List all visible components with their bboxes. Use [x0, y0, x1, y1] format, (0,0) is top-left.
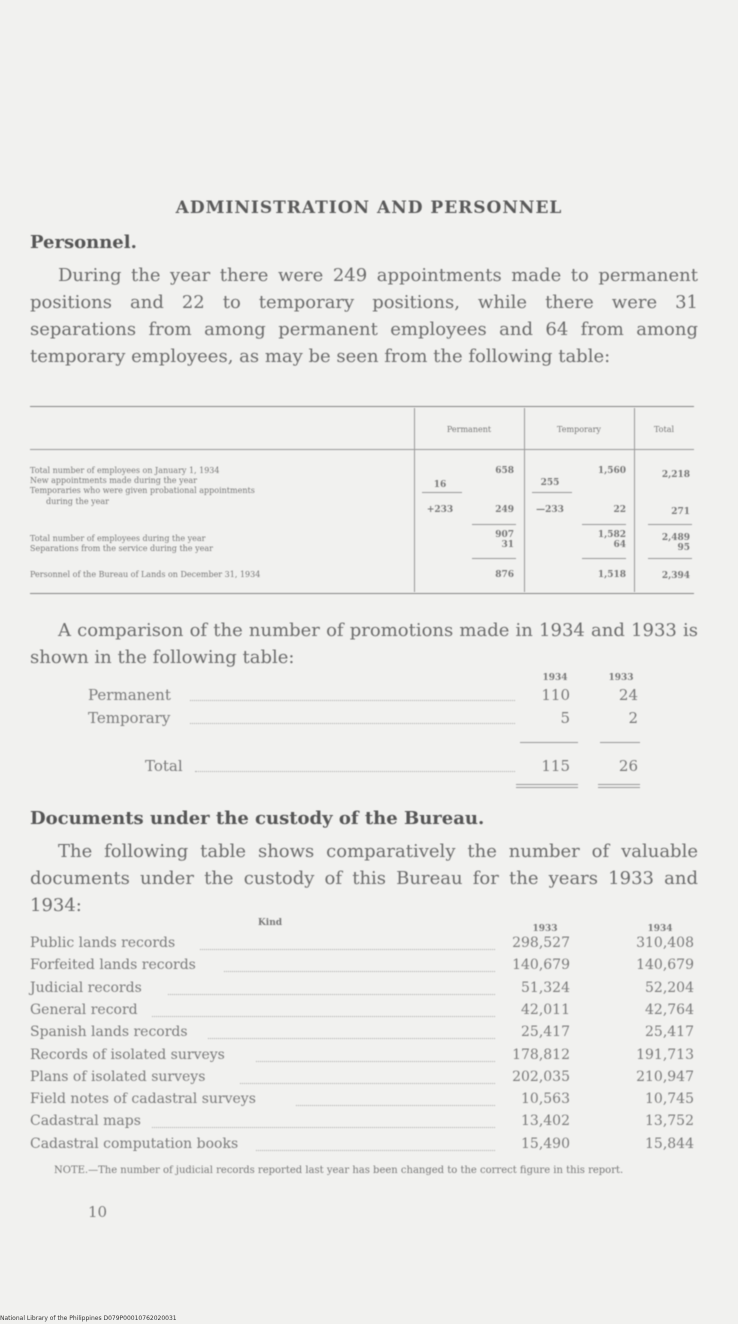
table-cell: 31 — [501, 540, 514, 550]
doc-cell-1934: 52,204 — [645, 980, 694, 996]
table-col-divider — [524, 408, 525, 592]
table-cell: 1,582 — [597, 530, 626, 540]
table-cell: 2,394 — [661, 571, 690, 581]
documents-heading: Documents under the custody of the Bureau. — [30, 808, 485, 829]
table-cell: 2,489 — [661, 533, 690, 543]
documents-paragraph: The following table shows comparatively the number of valuable documents under the custody of this Bureau for the years 1933 and 1934: — [30, 841, 698, 916]
leader-dots — [190, 700, 515, 701]
doc-cell-1933: 42,011 — [521, 1002, 570, 1018]
doc-cell-1934: 42,764 — [645, 1002, 694, 1018]
header-rule — [30, 449, 694, 450]
header-total: Total — [653, 425, 675, 434]
leader-dots — [240, 1083, 495, 1084]
doc-cell-1933: 13,402 — [521, 1113, 570, 1129]
cell-rule — [472, 524, 516, 525]
cell-rule — [472, 558, 516, 559]
table-col-divider — [414, 408, 415, 592]
table-row-label: Total number of employees during the year — [30, 534, 206, 543]
table-cell: 2,218 — [661, 470, 690, 480]
cell-rule — [648, 558, 692, 559]
table-row-label: Separations from the service during the year — [30, 544, 213, 553]
table-bottom-rule — [30, 593, 694, 594]
doc-row-label: Field notes of cadastral surveys — [30, 1091, 256, 1107]
table-cell: 907 — [495, 530, 514, 540]
doc-cell-1933: 202,035 — [512, 1069, 570, 1085]
table-cell: 271 — [671, 507, 690, 517]
leader-dots — [296, 1105, 495, 1106]
leader-dots — [208, 1038, 495, 1039]
doc-cell-1933: 140,679 — [512, 957, 570, 973]
table-cell: 1,518 — [597, 570, 626, 580]
leader-dots — [168, 994, 495, 995]
promo-total-1933: 26 — [618, 757, 638, 775]
table-row-label: during the year — [46, 497, 109, 506]
doc-cell-1933: 10,563 — [521, 1091, 570, 1107]
table-cell: 64 — [613, 540, 626, 550]
page-title: ADMINISTRATION AND PERSONNEL — [175, 198, 563, 218]
doc-cell-1934: 25,417 — [645, 1024, 694, 1040]
page-number: 10 — [88, 1203, 108, 1221]
double-rule — [598, 784, 640, 785]
table-cell: 1,560 — [597, 466, 626, 476]
cell-rule — [582, 524, 626, 525]
promo-total-1934: 115 — [541, 757, 570, 775]
leader-dots — [190, 723, 515, 724]
footer-credit: National Library of the Philippines D079P00010762020031 — [0, 1315, 177, 1322]
leader-dots — [152, 1016, 495, 1017]
promotions-paragraph: A comparison of the number of promotions made in 1934 and 1933 is shown in the following table: — [30, 620, 698, 668]
leader-dots — [224, 971, 495, 972]
table-cell: +233 — [426, 505, 454, 515]
personnel-heading: Personnel. — [30, 232, 137, 253]
double-rule — [516, 784, 578, 785]
doc-row-label: Plans of isolated surveys — [30, 1069, 206, 1085]
cell-rule — [582, 558, 626, 559]
sum-rule — [600, 742, 640, 743]
doc-header-kind: Kind — [257, 918, 283, 928]
doc-row-label: Forfeited lands records — [30, 957, 196, 973]
doc-cell-1933: 15,490 — [521, 1136, 570, 1152]
cell-rule — [422, 492, 462, 493]
doc-cell-1934: 210,947 — [636, 1069, 694, 1085]
sum-rule — [520, 742, 578, 743]
doc-row-label: Judicial records — [30, 980, 142, 996]
doc-cell-1933: 25,417 — [521, 1024, 570, 1040]
promo-header-1934: 1934 — [542, 673, 568, 683]
doc-header-1934: 1934 — [647, 924, 673, 934]
doc-cell-1933: 51,324 — [521, 980, 570, 996]
table-cell: 255 — [540, 478, 560, 488]
header-temporary: Temporary — [557, 425, 601, 434]
promo-row-label: Permanent — [88, 686, 171, 704]
table-cell: 249 — [495, 505, 514, 515]
table-row-label: Personnel of the Bureau of Lands on December 31, 1934 — [30, 570, 261, 579]
doc-cell-1934: 15,844 — [645, 1136, 694, 1152]
leader-dots — [256, 1150, 495, 1151]
table-cell: 95 — [677, 543, 690, 553]
double-rule — [598, 787, 640, 788]
leader-dots — [152, 1127, 495, 1128]
table-cell: 658 — [495, 466, 514, 476]
doc-cell-1934: 191,713 — [636, 1047, 694, 1063]
doc-cell-1934: 140,679 — [636, 957, 694, 973]
doc-cell-1933: 178,812 — [512, 1047, 570, 1063]
promo-total-label: Total — [145, 757, 183, 775]
cell-rule — [648, 524, 692, 525]
table-cell: 22 — [613, 505, 626, 515]
doc-cell-1934: 310,408 — [636, 935, 694, 951]
doc-row-label: Cadastral computation books — [30, 1136, 239, 1152]
documents-note: NOTE.—The number of judicial records reported last year has been changed to the correct figure in this report. — [54, 1165, 624, 1176]
promo-cell: 110 — [541, 686, 570, 704]
doc-cell-1934: 10,745 — [645, 1091, 694, 1107]
table-cell: 876 — [495, 570, 514, 580]
header-permanent: Permanent — [446, 425, 492, 434]
doc-cell-1933: 298,527 — [512, 935, 570, 951]
doc-row-label: Public lands records — [30, 935, 176, 951]
promo-cell: 5 — [560, 709, 570, 727]
table-col-divider — [634, 408, 635, 592]
doc-row-label: Spanish lands records — [30, 1024, 188, 1040]
table-cell: —233 — [536, 505, 564, 515]
doc-row-label: Cadastral maps — [30, 1113, 141, 1129]
leader-dots — [256, 1061, 495, 1062]
promo-cell: 24 — [618, 686, 638, 704]
table-cell: 16 — [433, 480, 447, 490]
table-row-label: New appointments made during the year — [30, 476, 197, 485]
doc-cell-1934: 13,752 — [645, 1113, 694, 1129]
promo-cell: 2 — [628, 709, 638, 727]
leader-dots — [200, 949, 495, 950]
promo-row-label: Temporary — [88, 709, 171, 727]
table-row-label: Temporaries who were given probational appointments — [30, 486, 255, 495]
cell-rule — [532, 492, 572, 493]
doc-row-label: General record — [30, 1002, 138, 1018]
promo-header-1933: 1933 — [608, 673, 634, 683]
doc-header-1933: 1933 — [532, 924, 558, 934]
leader-dots — [195, 771, 515, 772]
table-top-rule — [30, 406, 694, 407]
double-rule — [516, 787, 578, 788]
personnel-paragraph: During the year there were 249 appointments made to permanent positions and 22 to temporary positions, while there were 31 separations from among permanent employees and 64 from among temporary employees, as may be seen from the following table: — [30, 265, 698, 367]
doc-row-label: Records of isolated surveys — [30, 1047, 225, 1063]
table-row-label: Total number of employees on January 1, 1934 — [30, 466, 220, 475]
